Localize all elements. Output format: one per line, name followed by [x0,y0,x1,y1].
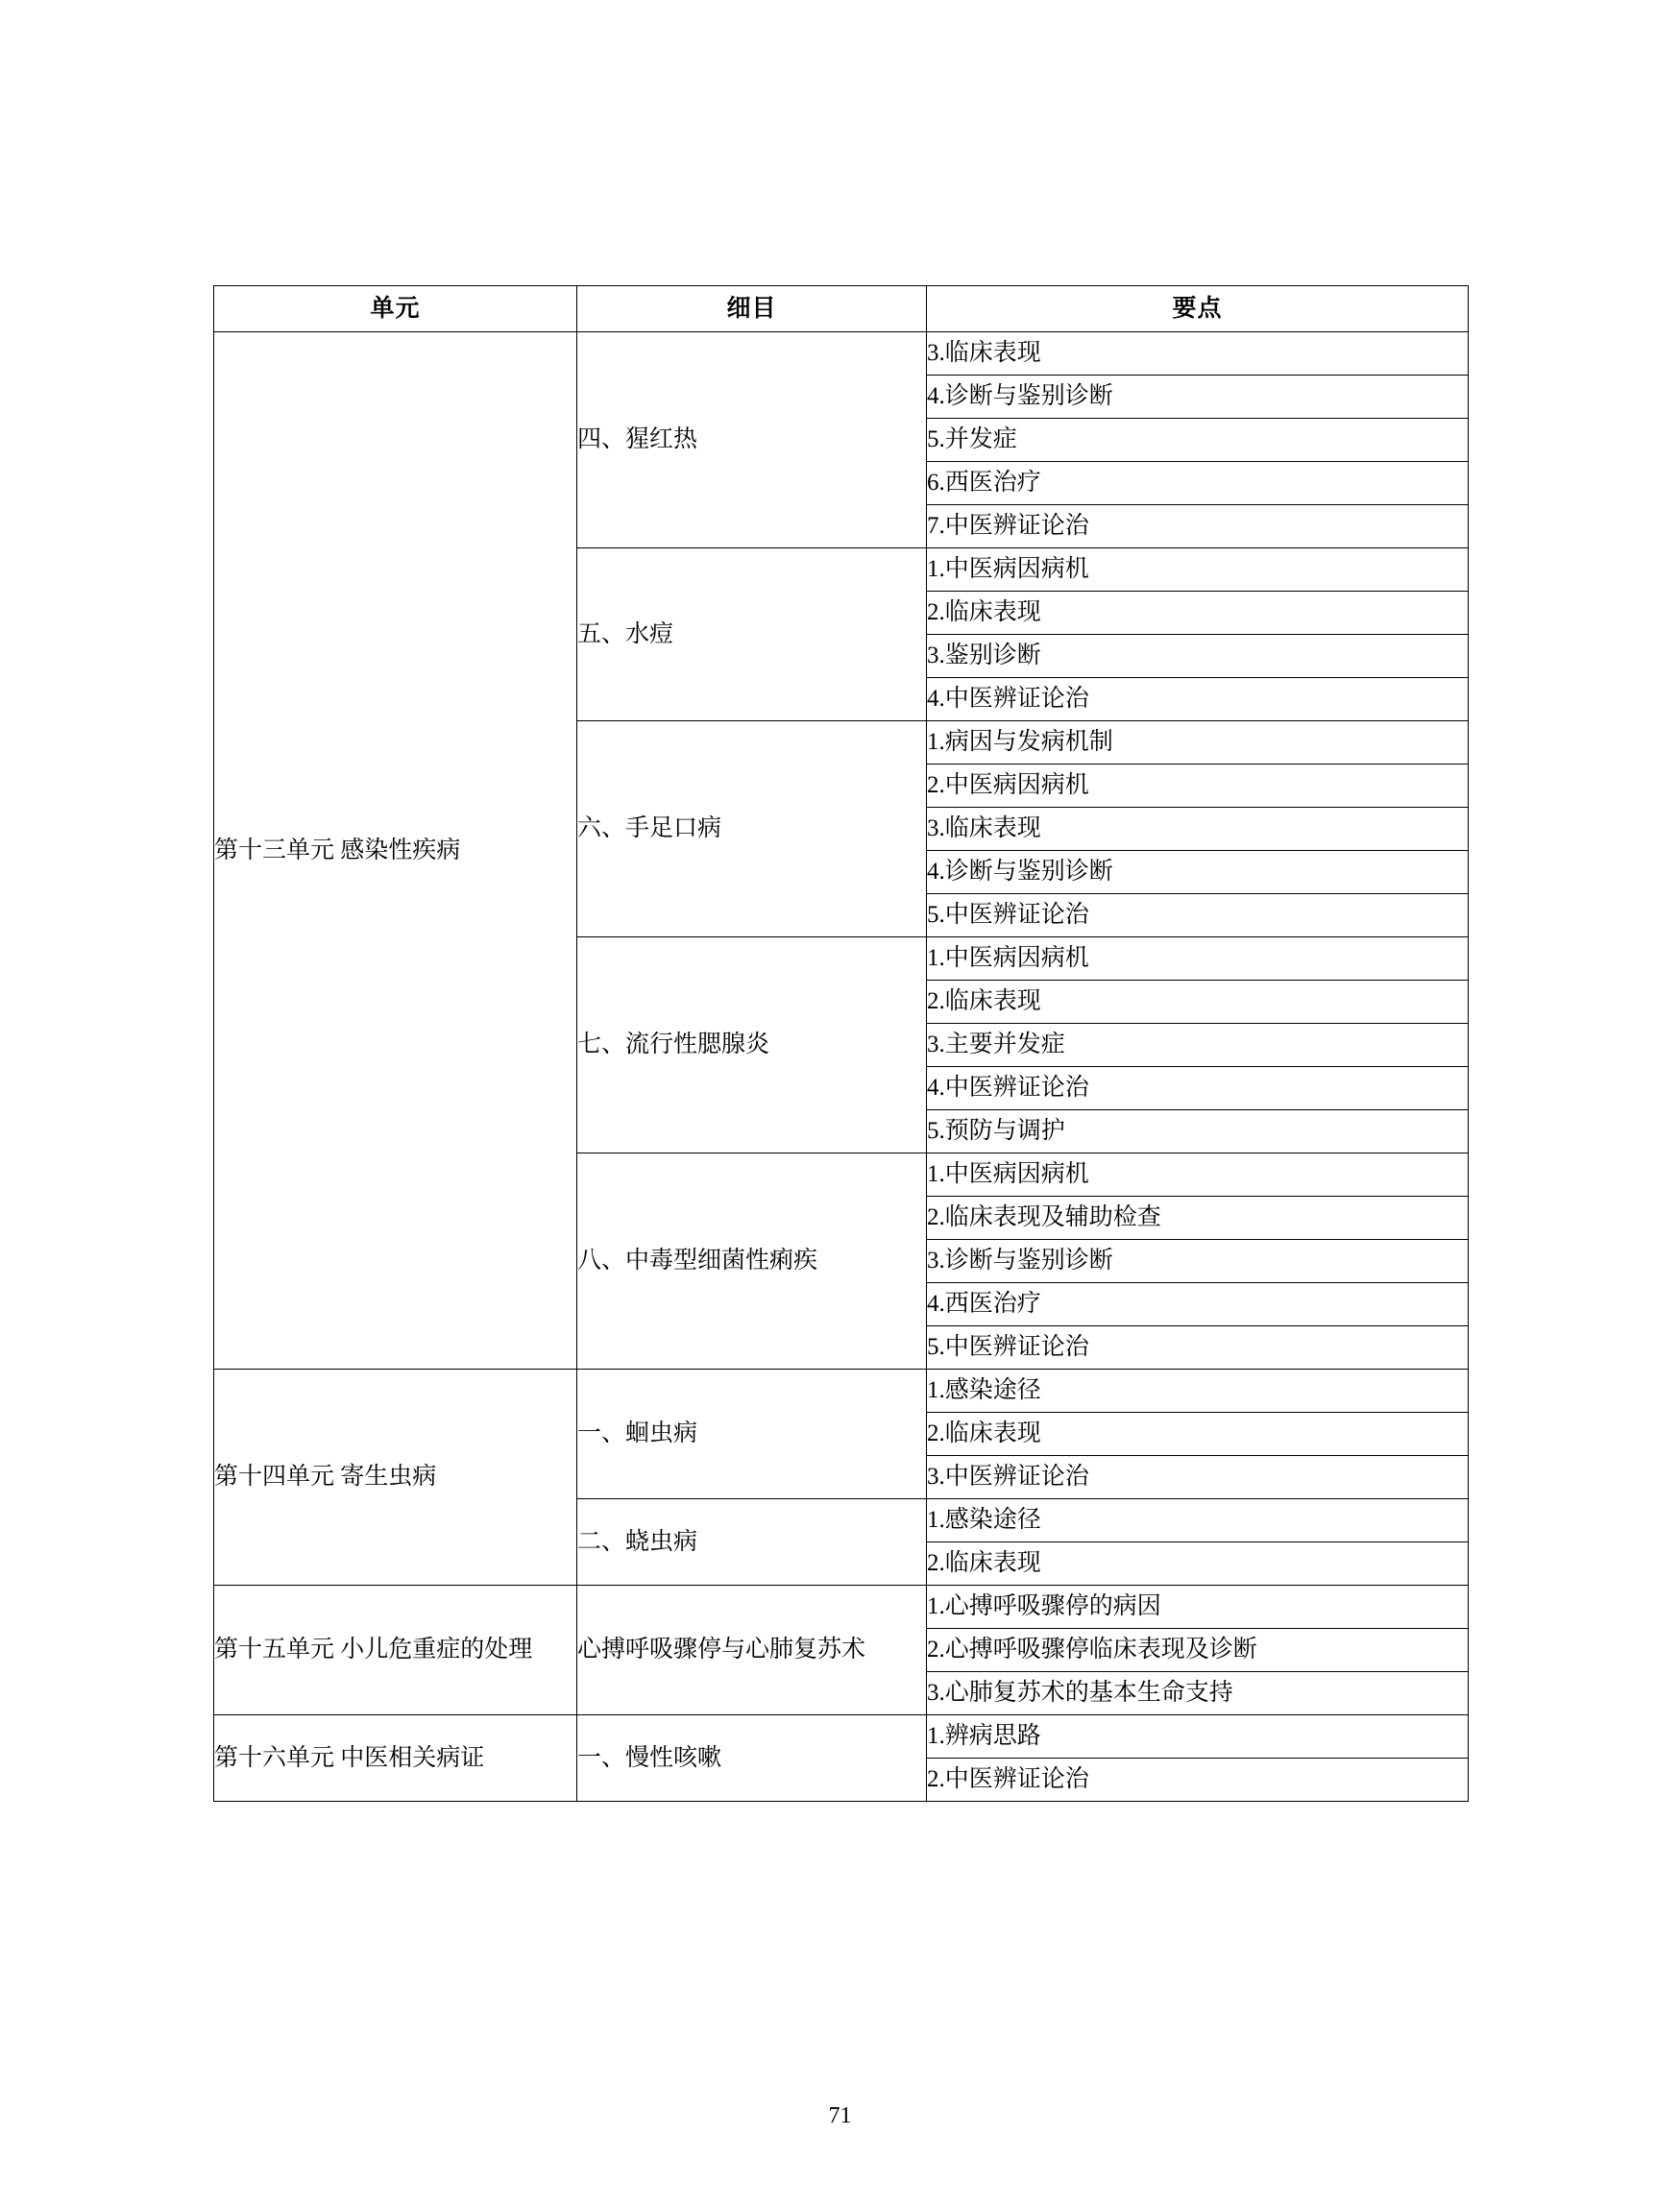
unit-cell: 第十三单元 感染性疾病 [214,332,577,1370]
point-cell: 1.辨病思路 [927,1715,1469,1759]
detail-cell: 一、慢性咳嗽 [577,1715,927,1802]
point-cell: 3.临床表现 [927,332,1469,376]
point-cell: 2.临床表现 [927,1542,1469,1586]
point-cell: 5.中医辨证论治 [927,894,1469,937]
point-cell: 2.临床表现 [927,981,1469,1024]
point-cell: 3.心肺复苏术的基本生命支持 [927,1672,1469,1715]
point-cell: 3.主要并发症 [927,1024,1469,1067]
table-row [214,1370,1469,1413]
point-cell: 1.中医病因病机 [927,548,1469,592]
detail-cell: 二、蛲虫病 [577,1499,927,1586]
table-body [214,332,1469,1802]
table-header [214,286,1469,332]
point-cell: 7.中医辨证论治 [927,505,1469,548]
point-cell: 2.心搏呼吸骤停临床表现及诊断 [927,1629,1469,1672]
unit-cell: 第十六单元 中医相关病证 [214,1715,577,1802]
table-header-row [214,286,1469,332]
unit-cell: 第十四单元 寄生虫病 [214,1370,577,1586]
detail-cell: 一、蛔虫病 [577,1370,927,1499]
point-cell: 5.预防与调护 [927,1110,1469,1153]
column-header-detail: 细目 [577,286,927,332]
point-cell: 3.临床表现 [927,808,1469,851]
point-cell: 5.中医辨证论治 [927,1326,1469,1370]
point-cell: 2.临床表现 [927,1413,1469,1456]
point-cell: 4.中医辨证论治 [927,1067,1469,1110]
point-cell: 3.中医辨证论治 [927,1456,1469,1499]
detail-cell: 心搏呼吸骤停与心肺复苏术 [577,1586,927,1715]
point-cell: 5.并发症 [927,419,1469,462]
point-cell: 2.临床表现及辅助检查 [927,1197,1469,1240]
column-header-unit: 单元 [214,286,577,332]
point-cell: 3.诊断与鉴别诊断 [927,1240,1469,1283]
detail-cell: 四、猩红热 [577,332,927,548]
detail-cell: 八、中毒型细菌性痢疾 [577,1153,927,1370]
column-header-point: 要点 [927,286,1469,332]
point-cell: 4.中医辨证论治 [927,678,1469,721]
point-cell: 1.病因与发病机制 [927,721,1469,765]
table-row [214,1715,1469,1759]
unit-cell: 第十五单元 小儿危重症的处理 [214,1586,577,1715]
syllabus-table [213,285,1469,1802]
point-cell: 1.中医病因病机 [927,937,1469,981]
point-cell: 2.中医辨证论治 [927,1759,1469,1802]
point-cell: 4.诊断与鉴别诊断 [927,376,1469,419]
detail-cell: 五、水痘 [577,548,927,721]
point-cell: 1.感染途径 [927,1499,1469,1542]
point-cell: 2.临床表现 [927,592,1469,635]
table-row [214,332,1469,376]
point-cell: 1.中医病因病机 [927,1153,1469,1197]
page-number: 71 [828,2103,852,2128]
point-cell: 6.西医治疗 [927,462,1469,505]
point-cell: 4.诊断与鉴别诊断 [927,851,1469,894]
point-cell: 1.感染途径 [927,1370,1469,1413]
detail-cell: 七、流行性腮腺炎 [577,937,927,1153]
point-cell: 1.心搏呼吸骤停的病因 [927,1586,1469,1629]
syllabus-table-container [213,285,1468,1802]
point-cell: 3.鉴别诊断 [927,635,1469,678]
point-cell: 4.西医治疗 [927,1283,1469,1326]
point-cell: 2.中医病因病机 [927,765,1469,808]
table-row [214,1586,1469,1629]
detail-cell: 六、手足口病 [577,721,927,937]
